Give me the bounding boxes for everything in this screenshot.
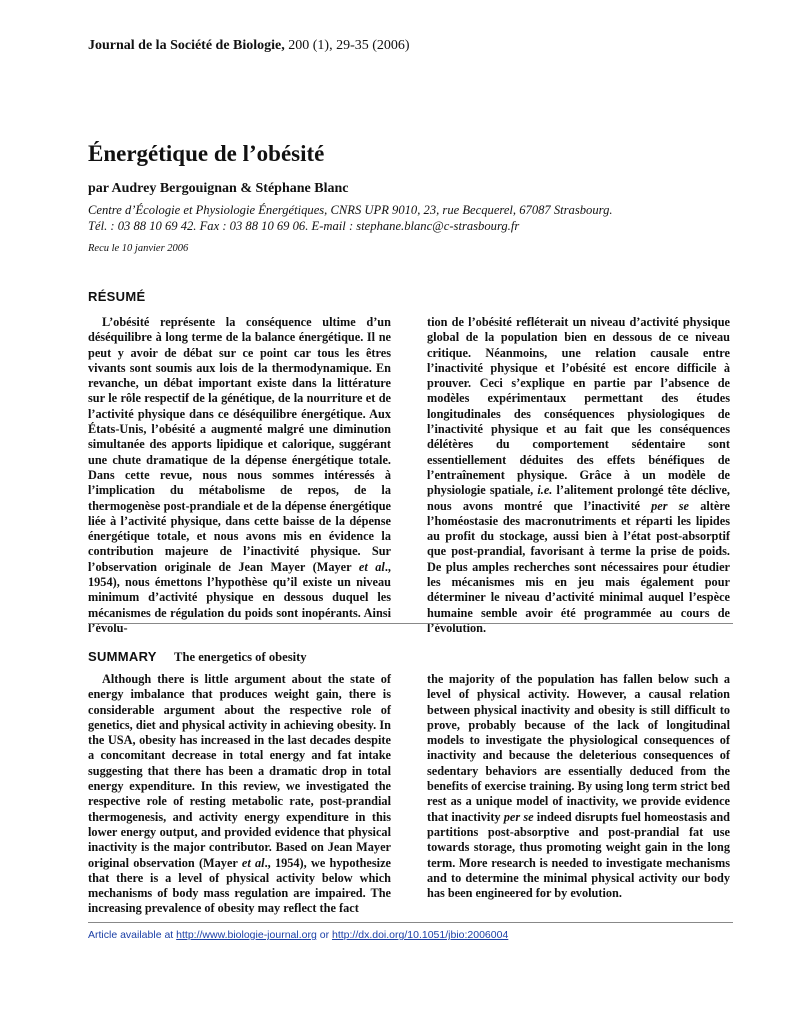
summary-paragraph-1: Although there is little argument about the state of energy imbalance that produces weight gain, there is considerable argument about the respective role of genetics, diet and physical activity in achieving obesity. In the USA, obesity has increased in the last decades despite a concomitant decrease in total energy and fat intake suggesting that there has been a dramatic drop in total energy expenditure. In this review, we investigated the respective role of resting metabolic rate, post-prandial thermogenesis, and activity energy expenditure in this lower energy output, and provided evidence that physical inactivity is the major contributor. Based on Jean Mayer original observation (Mayer et al., 1954), we hypothesize that there is a level of physical activity below which mechanisms of body mass regulation are impaired. The increasing prevalence of obesity may reflect the fact <box>88 672 392 916</box>
resume-column-left <box>88 315 391 636</box>
section-divider <box>88 623 733 624</box>
article-authors: par Audrey Bergouignan & Stéphane Blanc <box>88 181 349 196</box>
summary-paragraph-2: the majority of the population has fallen below such a level of physical activity. However, a causal relation between physical inactivity and obesity is still difficult to prove, probably because of the lack of longitudinal models to investigate the physiological consequences of inactivity and because the deleterious consequences of sedentary behaviors are essentially deduced from the benefits of exercise training. By using long term strict bed rest as a unique model of inactivity, we provide evidence that inactivity per se indeed disrupts fuel homeostasis and partitions post-absorptive and post-prandial fat use towards storage, thus promoting weight gain in the long term. More research is needed to investigate mechanisms and to determine the minimal physical activity our body has been engineered for by evolution. <box>427 672 730 901</box>
affiliation-contact: Tél. : 03 88 10 69 42. Fax : 03 88 10 69 06. E-mail : stephane.blanc@c-strasbourg.fr <box>88 218 520 233</box>
journal-site-link[interactable]: http://www.biologie-journal.org <box>176 929 317 941</box>
resume-heading: RÉSUMÉ <box>88 289 146 304</box>
received-date: Recu le 10 janvier 2006 <box>88 243 189 254</box>
footer-divider <box>88 922 733 923</box>
summary-column-right <box>427 672 730 901</box>
journal-name: Journal de la Société de Biologie, <box>88 38 285 53</box>
affiliation <box>88 203 728 234</box>
summary-label: SUMMARY <box>88 649 157 664</box>
resume-paragraph-1: L’obésité représente la conséquence ultime d’un déséquilibre à long terme de la balance énergétique. Il ne peut y avoir de débat sur ce point car tous les êtres vivants sont soumis aux lois de la thermodynamique. En revanche, un débat important existe dans la littérature sur le rôle respectif de la génétique, de la nourriture et de l’activité physique dans ce déséquilibre énergétique. Aux États-Unis, l’obésité a augmenté malgré une diminution simultanée des apports lipidique et calorique, suggérant une chute dramatique de la dépense énergétique totale. Dans cette revue, nous nous sommes intéressés à l’implication du métabolisme de repos, de la thermogenèse post-prandiale et de la dépense énergétique liée à l’activité physique, dans cette baisse de la dépense énergétique totale, et nous avons mis en évidence la contribution majeure de l’inactivité physique. Sur l’observation originale de Jean Mayer (Mayer et al., 1954), nous émettons l’hypothèse qu’il existe un niveau minimum d’activité physique en dessous duquel les mécanismes de régulation du poids sont inopérants. Ainsi l’évolu- <box>88 315 391 635</box>
summary-subtitle: The energetics of obesity <box>174 650 307 664</box>
resume-paragraph-2: tion de l’obésité refléterait un niveau d’activité physique global de la population bien en dessous de ce niveau critique. Néanmoins, une relation causale entre l’inactivité physique et l’obésité est encore difficile à prouver. Ceci s’explique en partie par l’absence de modèles expérimentaux permettant des études longitudinales des conséquences physiologiques de l’inactivité physique et au fait que les conséquences délétères du comportement sédentaire sont essentiellement déduites des effets bénéfiques de l’entraînement physique. Grâce à un modèle de physiologie spatiale, i.e. l’alitement prolongé tête déclive, nous avons montré que l’inactivité per se altère l’homéostasie des macronutriments et réparti les lipides au profit du stockage, aussi bien à l’état post-absorptif que post-prandial, favorisant à terme la prise de poids. De plus amples recherches sont nécessaires pour étudier les mécanismes mis en jeu mais également pour déterminer le niveau d’activité minimal auquel l’espèce humaine semble avoir été programmée au cours de l’évolution. <box>427 315 731 635</box>
resume-column-right <box>427 315 730 636</box>
summary-column-left <box>88 672 391 917</box>
summary-heading <box>88 649 307 665</box>
article-title: Énergétique de l’obésité <box>88 141 325 166</box>
journal-citation <box>88 38 410 54</box>
affiliation-address: Centre d’Écologie et Physiologie Énergétiques, CNRS UPR 9010, 23, rue Becquerel, 67087 Strasbourg. <box>88 203 613 217</box>
journal-reference: 200 (1), 29-35 (2006) <box>288 38 410 53</box>
doi-link[interactable]: http://dx.doi.org/10.1051/jbio:2006004 <box>331 929 509 941</box>
article-availability: Article available at http://www.biologie-journal.org or http://dx.doi.org/10.1051/jbio:2006004 <box>88 929 509 941</box>
